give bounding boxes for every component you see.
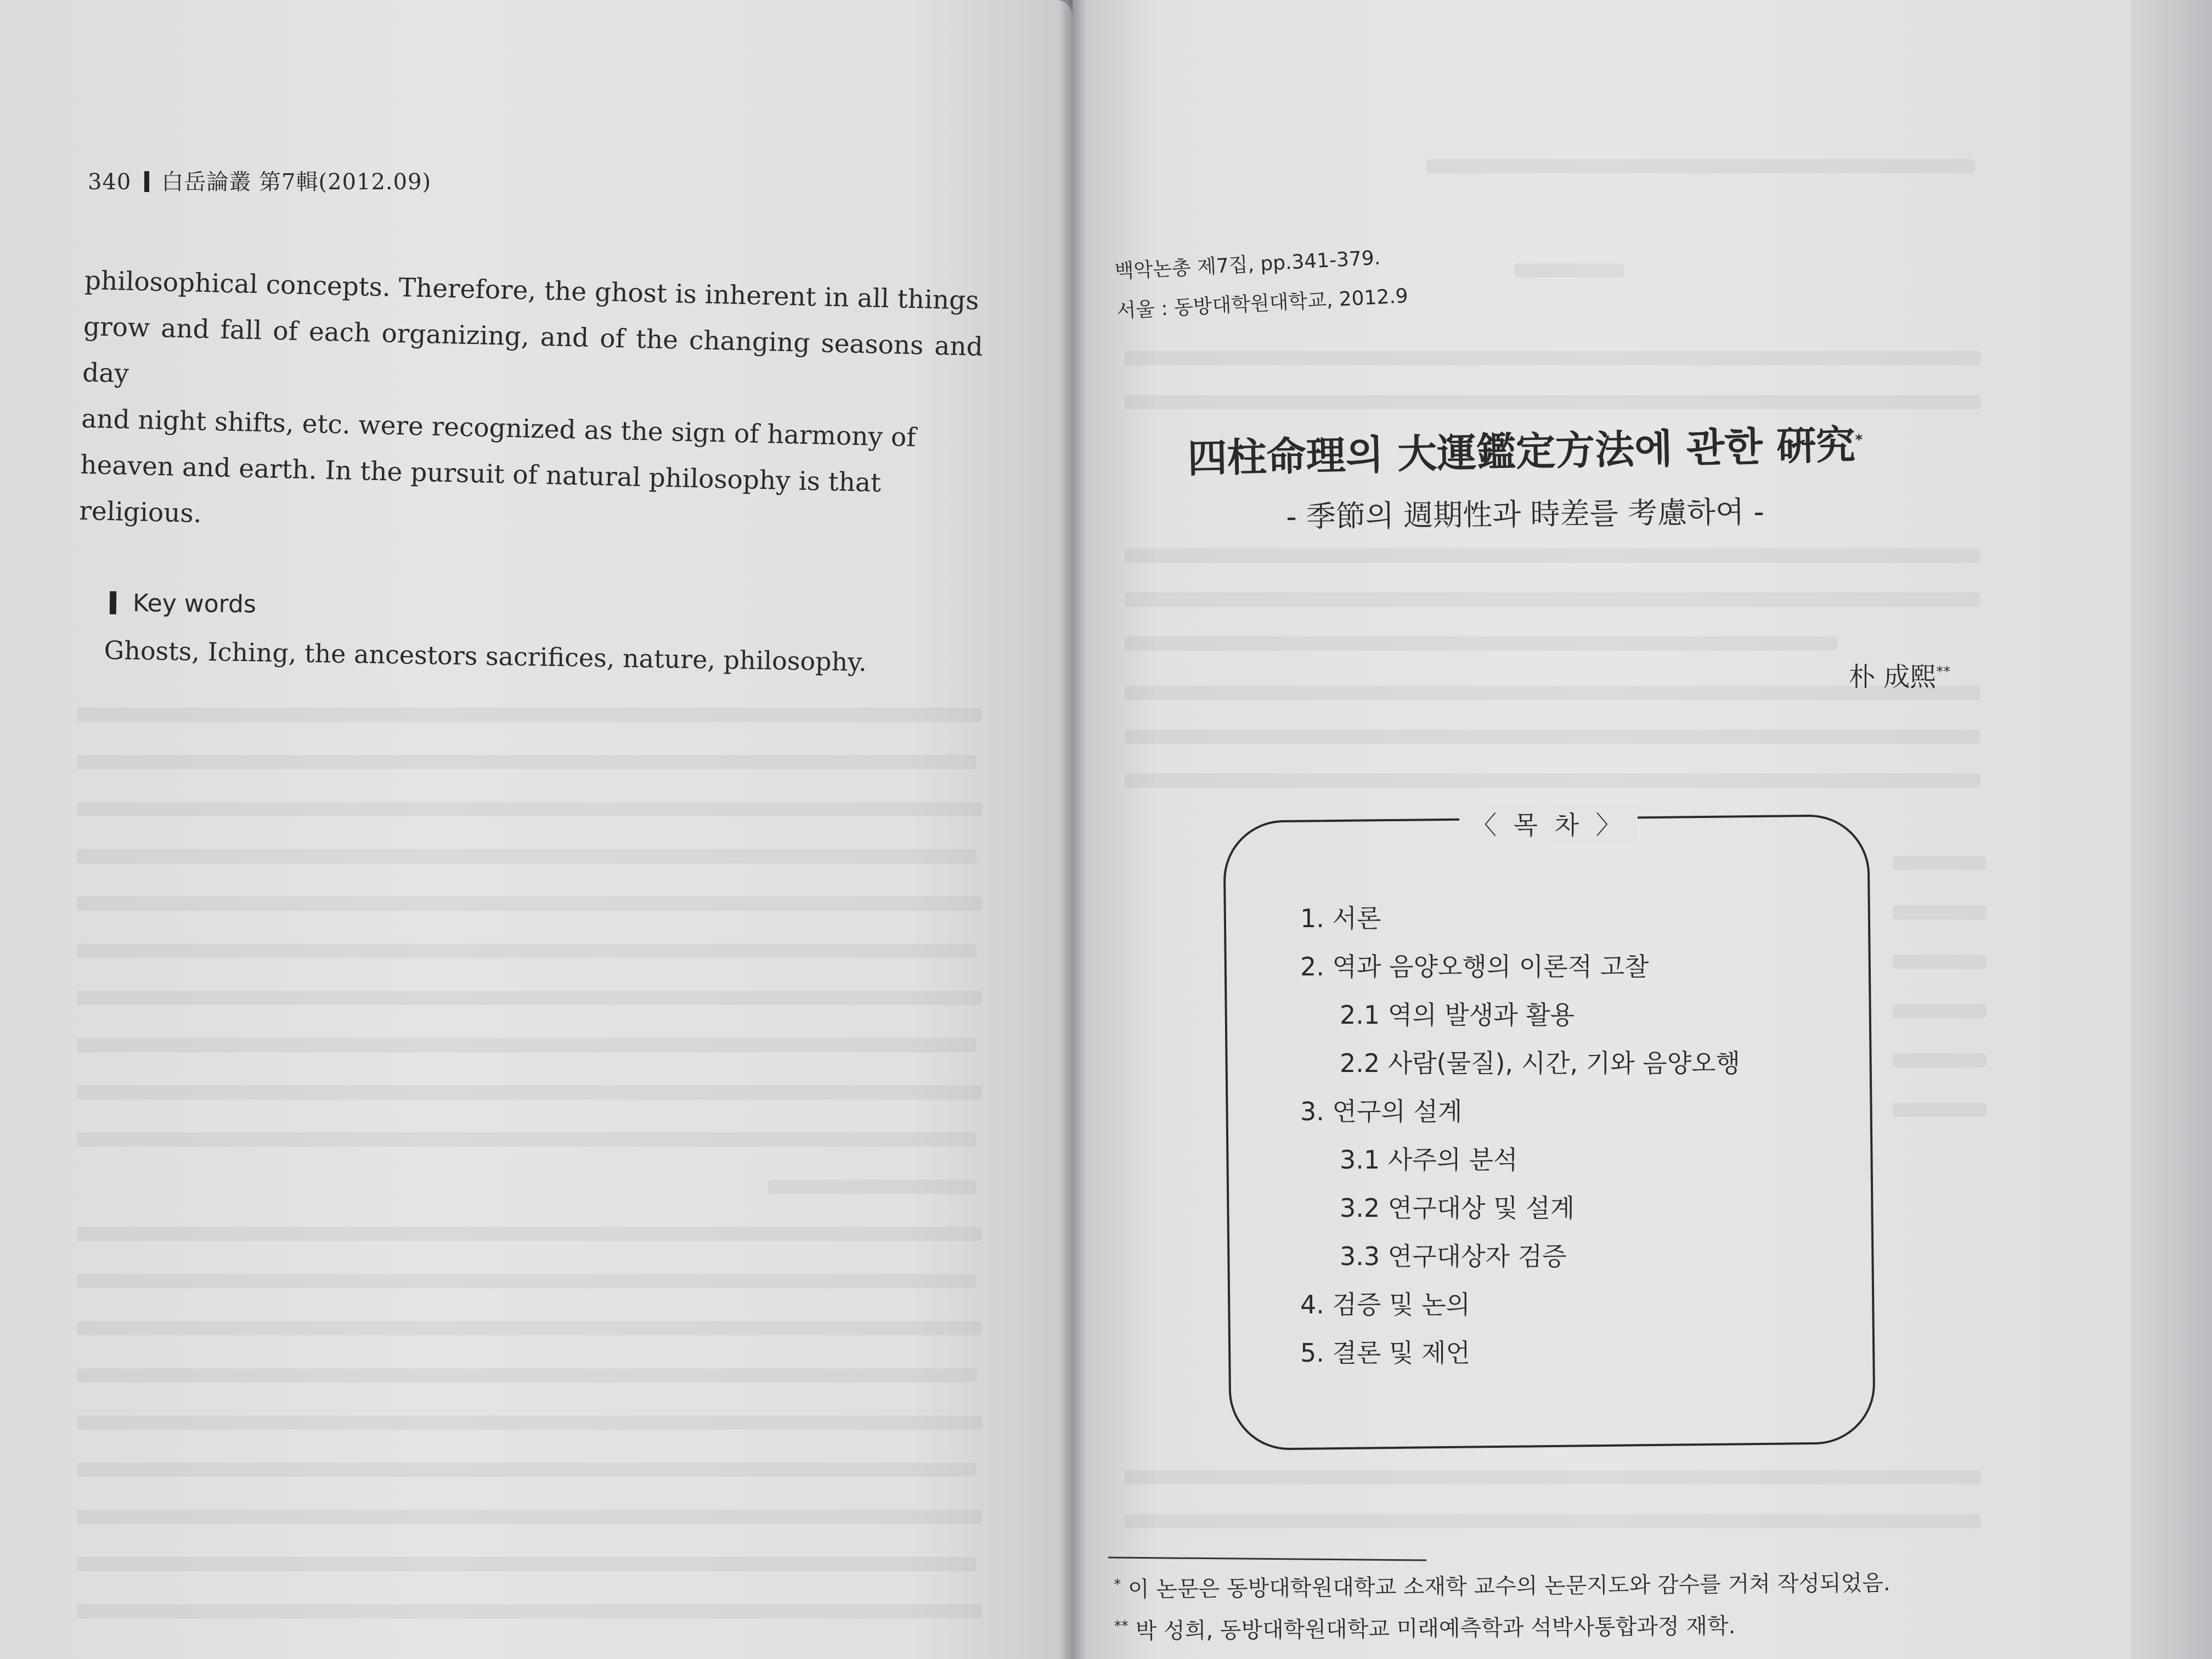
book-gutter (1059, 0, 1086, 1659)
toc-subitem: 3.3 연구대상자 검증 (1340, 1242, 1567, 1271)
body-paragraph (79, 258, 985, 555)
paper-title-text: 四柱命理의 大運鑑定方法에 관한 硏究 (1187, 421, 1856, 482)
body-line: religious. (78, 495, 202, 529)
footnote (1114, 1604, 1891, 1652)
footnote (1114, 1562, 1891, 1611)
body-line: grow and fall of each organizing, and of the changing seasons and day (82, 311, 984, 389)
heading-bar (110, 591, 116, 614)
paper-subtitle: - 季節의 週期性과 時差를 考慮하여 - (1285, 494, 1765, 534)
page-number: 340 (88, 170, 132, 195)
footnote-text: 이 논문은 동방대학원대학교 소재학 교수의 논문지도와 감수를 거쳐 작성되었음. (1127, 1570, 1891, 1602)
keywords-heading (110, 589, 256, 619)
toc-item: 1. 서론 (1300, 904, 1381, 933)
footnote-mark: ** (1114, 1618, 1129, 1635)
author-name: 朴 成熙 (1849, 662, 1937, 692)
toc-heading: 〈 목 차 〉 (1459, 805, 1638, 842)
keywords-text: Ghosts, Iching, the ancestors sacrifices, nature, philosophy. (104, 635, 867, 677)
footnote-mark: * (1114, 1576, 1121, 1593)
footnote-text: 박 성희, 동방대학원대학교 미래예측학과 석박사통합과정 재학. (1135, 1613, 1736, 1644)
keywords-heading-label: Key words (132, 589, 257, 619)
toc-item: 3. 연구의 설계 (1300, 1097, 1463, 1126)
author-footnote-mark: ** (1936, 664, 1951, 680)
citation-line-1: 백악논총 제7집, pp.341-379. (1114, 246, 1381, 283)
journal-name: 白岳論叢 第7輯(2012.09) (161, 170, 432, 195)
body-line: and night shifts, etc. were recognized as the sign of harmony of (81, 403, 917, 453)
toc-subitem: 2.2 사람(물질), 시간, 기와 음양오행 (1340, 1048, 1741, 1078)
toc-subitem: 3.2 연구대상 및 설계 (1340, 1193, 1575, 1223)
toc-item: 4. 검증 및 논의 (1300, 1290, 1470, 1319)
citation (1114, 237, 1409, 331)
left-page (0, 0, 1073, 1659)
citation-line-2: 서울 : 동방대학원대학교, 2012.9 (1116, 285, 1409, 323)
body-line: heaven and earth. In the pursuit of natural philosophy is that (80, 449, 882, 499)
title-footnote-mark: * (1855, 432, 1863, 449)
running-head (88, 165, 431, 196)
toc-item: 2. 역과 음양오행의 이론적 고찰 (1300, 952, 1649, 981)
page-stack-edge (2131, 0, 2212, 1659)
toc-list (1300, 894, 1740, 1377)
body-line: philosophical concepts. Therefore, the ghost is inherent in all things (84, 265, 979, 316)
toc-subitem: 2.1 역의 발생과 활용 (1340, 1000, 1575, 1030)
separator-bar (144, 171, 149, 192)
toc-subitem: 3.1 사주의 분석 (1340, 1145, 1518, 1175)
toc-item: 5. 결론 및 제언 (1300, 1338, 1470, 1368)
author (1849, 656, 1950, 693)
footnotes (1114, 1562, 1891, 1652)
